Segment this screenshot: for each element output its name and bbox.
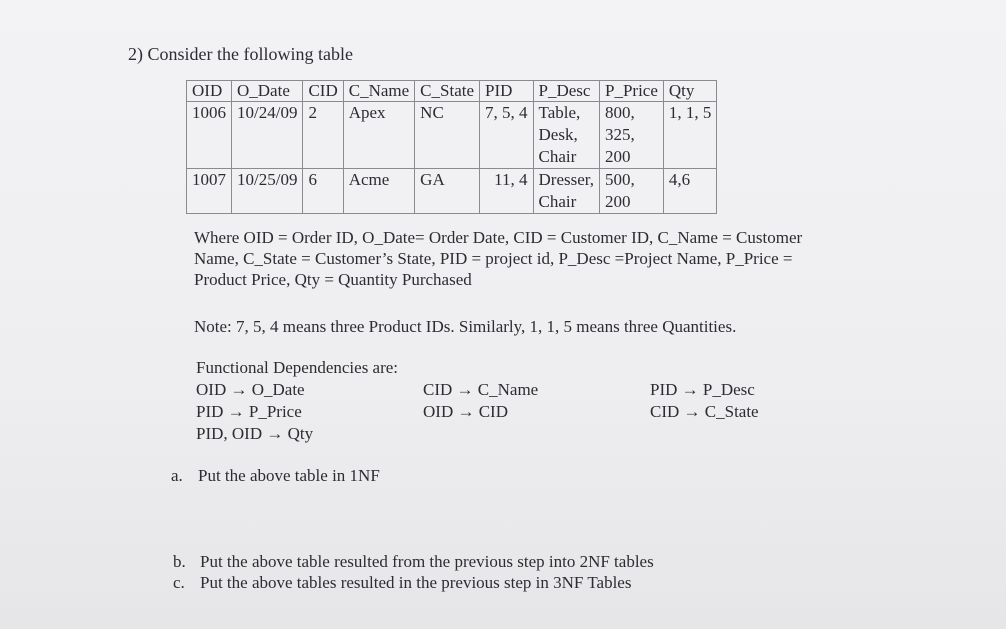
header-c-state: C_State — [415, 81, 480, 102]
cell-p-desc: Table, Desk, Chair — [533, 102, 600, 169]
part-a-text: Put the above table in 1NF — [198, 466, 380, 485]
fd-item: PID → P_Desc — [650, 380, 755, 399]
cell-p-desc: Dresser, Chair — [533, 169, 600, 214]
cell-p-price: 500, 200 — [600, 169, 664, 214]
table-row — [187, 169, 717, 214]
question-prompt: Consider the following table — [147, 44, 353, 64]
note-text: Note: 7, 5, 4 means three Product IDs. Similarly, 1, 1, 5 means three Quantities. — [194, 317, 737, 336]
fd-item: OID → CID — [423, 402, 508, 421]
question-number: 2) — [128, 44, 143, 64]
cell-pid: 7, 5, 4 — [480, 102, 534, 169]
cell-c-name: Apex — [343, 102, 414, 169]
header-oid: OID — [187, 81, 232, 102]
cell-qty: 1, 1, 5 — [663, 102, 717, 169]
definition-line: Name, C_State = Customer’s State, PID = project id, P_Desc =Project Name, P_Price = — [194, 249, 793, 268]
cell-oid: 1006 — [187, 102, 232, 169]
cell-c-name: Acme — [343, 169, 414, 214]
fd-item: PID → P_Price — [196, 402, 302, 421]
part-b — [173, 552, 654, 572]
fd-column-2 — [423, 379, 538, 423]
fd-heading: Functional Dependencies are: — [196, 358, 399, 377]
part-b-text: Put the above table resulted from the previous step into 2NF tables — [200, 552, 654, 571]
fd-item: OID → O_Date — [196, 380, 305, 399]
cell-qty: 4,6 — [663, 169, 717, 214]
cell-o-date: 10/25/09 — [232, 169, 303, 214]
cell-o-date: 10/24/09 — [232, 102, 303, 169]
definition-line: Product Price, Qty = Quantity Purchased — [194, 270, 472, 289]
part-c-text: Put the above tables resulted in the previous step in 3NF Tables — [200, 573, 632, 592]
header-p-desc: P_Desc — [533, 81, 600, 102]
question-title — [128, 44, 353, 65]
header-qty: Qty — [663, 81, 717, 102]
orders-table — [186, 80, 717, 214]
cell-oid: 1007 — [187, 169, 232, 214]
cell-c-state: GA — [415, 169, 480, 214]
definition-line: Where OID = Order ID, O_Date= Order Date, CID = Customer ID, C_Name = Customer — [194, 228, 803, 247]
cell-cid: 2 — [303, 102, 343, 169]
table-header-row — [187, 81, 717, 102]
fd-item: PID, OID → Qty — [196, 424, 314, 443]
part-a — [171, 466, 380, 486]
cell-c-state: NC — [415, 102, 480, 169]
part-c — [173, 573, 631, 593]
part-b-label: b. — [173, 552, 186, 571]
part-a-label: a. — [171, 466, 183, 485]
table-row — [187, 102, 717, 169]
fd-item: CID → C_State — [650, 402, 759, 421]
cell-p-price: 800, 325, 200 — [600, 102, 664, 169]
header-p-price: P_Price — [600, 81, 664, 102]
fd-column-1 — [196, 379, 313, 445]
cell-pid: 11, 4 — [480, 169, 534, 214]
header-c-name: C_Name — [343, 81, 414, 102]
definitions-paragraph — [194, 227, 802, 290]
header-o-date: O_Date — [232, 81, 303, 102]
fd-item: CID → C_Name — [423, 380, 539, 399]
cell-cid: 6 — [303, 169, 343, 214]
part-c-label: c. — [173, 573, 185, 592]
header-cid: CID — [303, 81, 343, 102]
header-pid: PID — [480, 81, 534, 102]
fd-column-3 — [650, 379, 759, 423]
